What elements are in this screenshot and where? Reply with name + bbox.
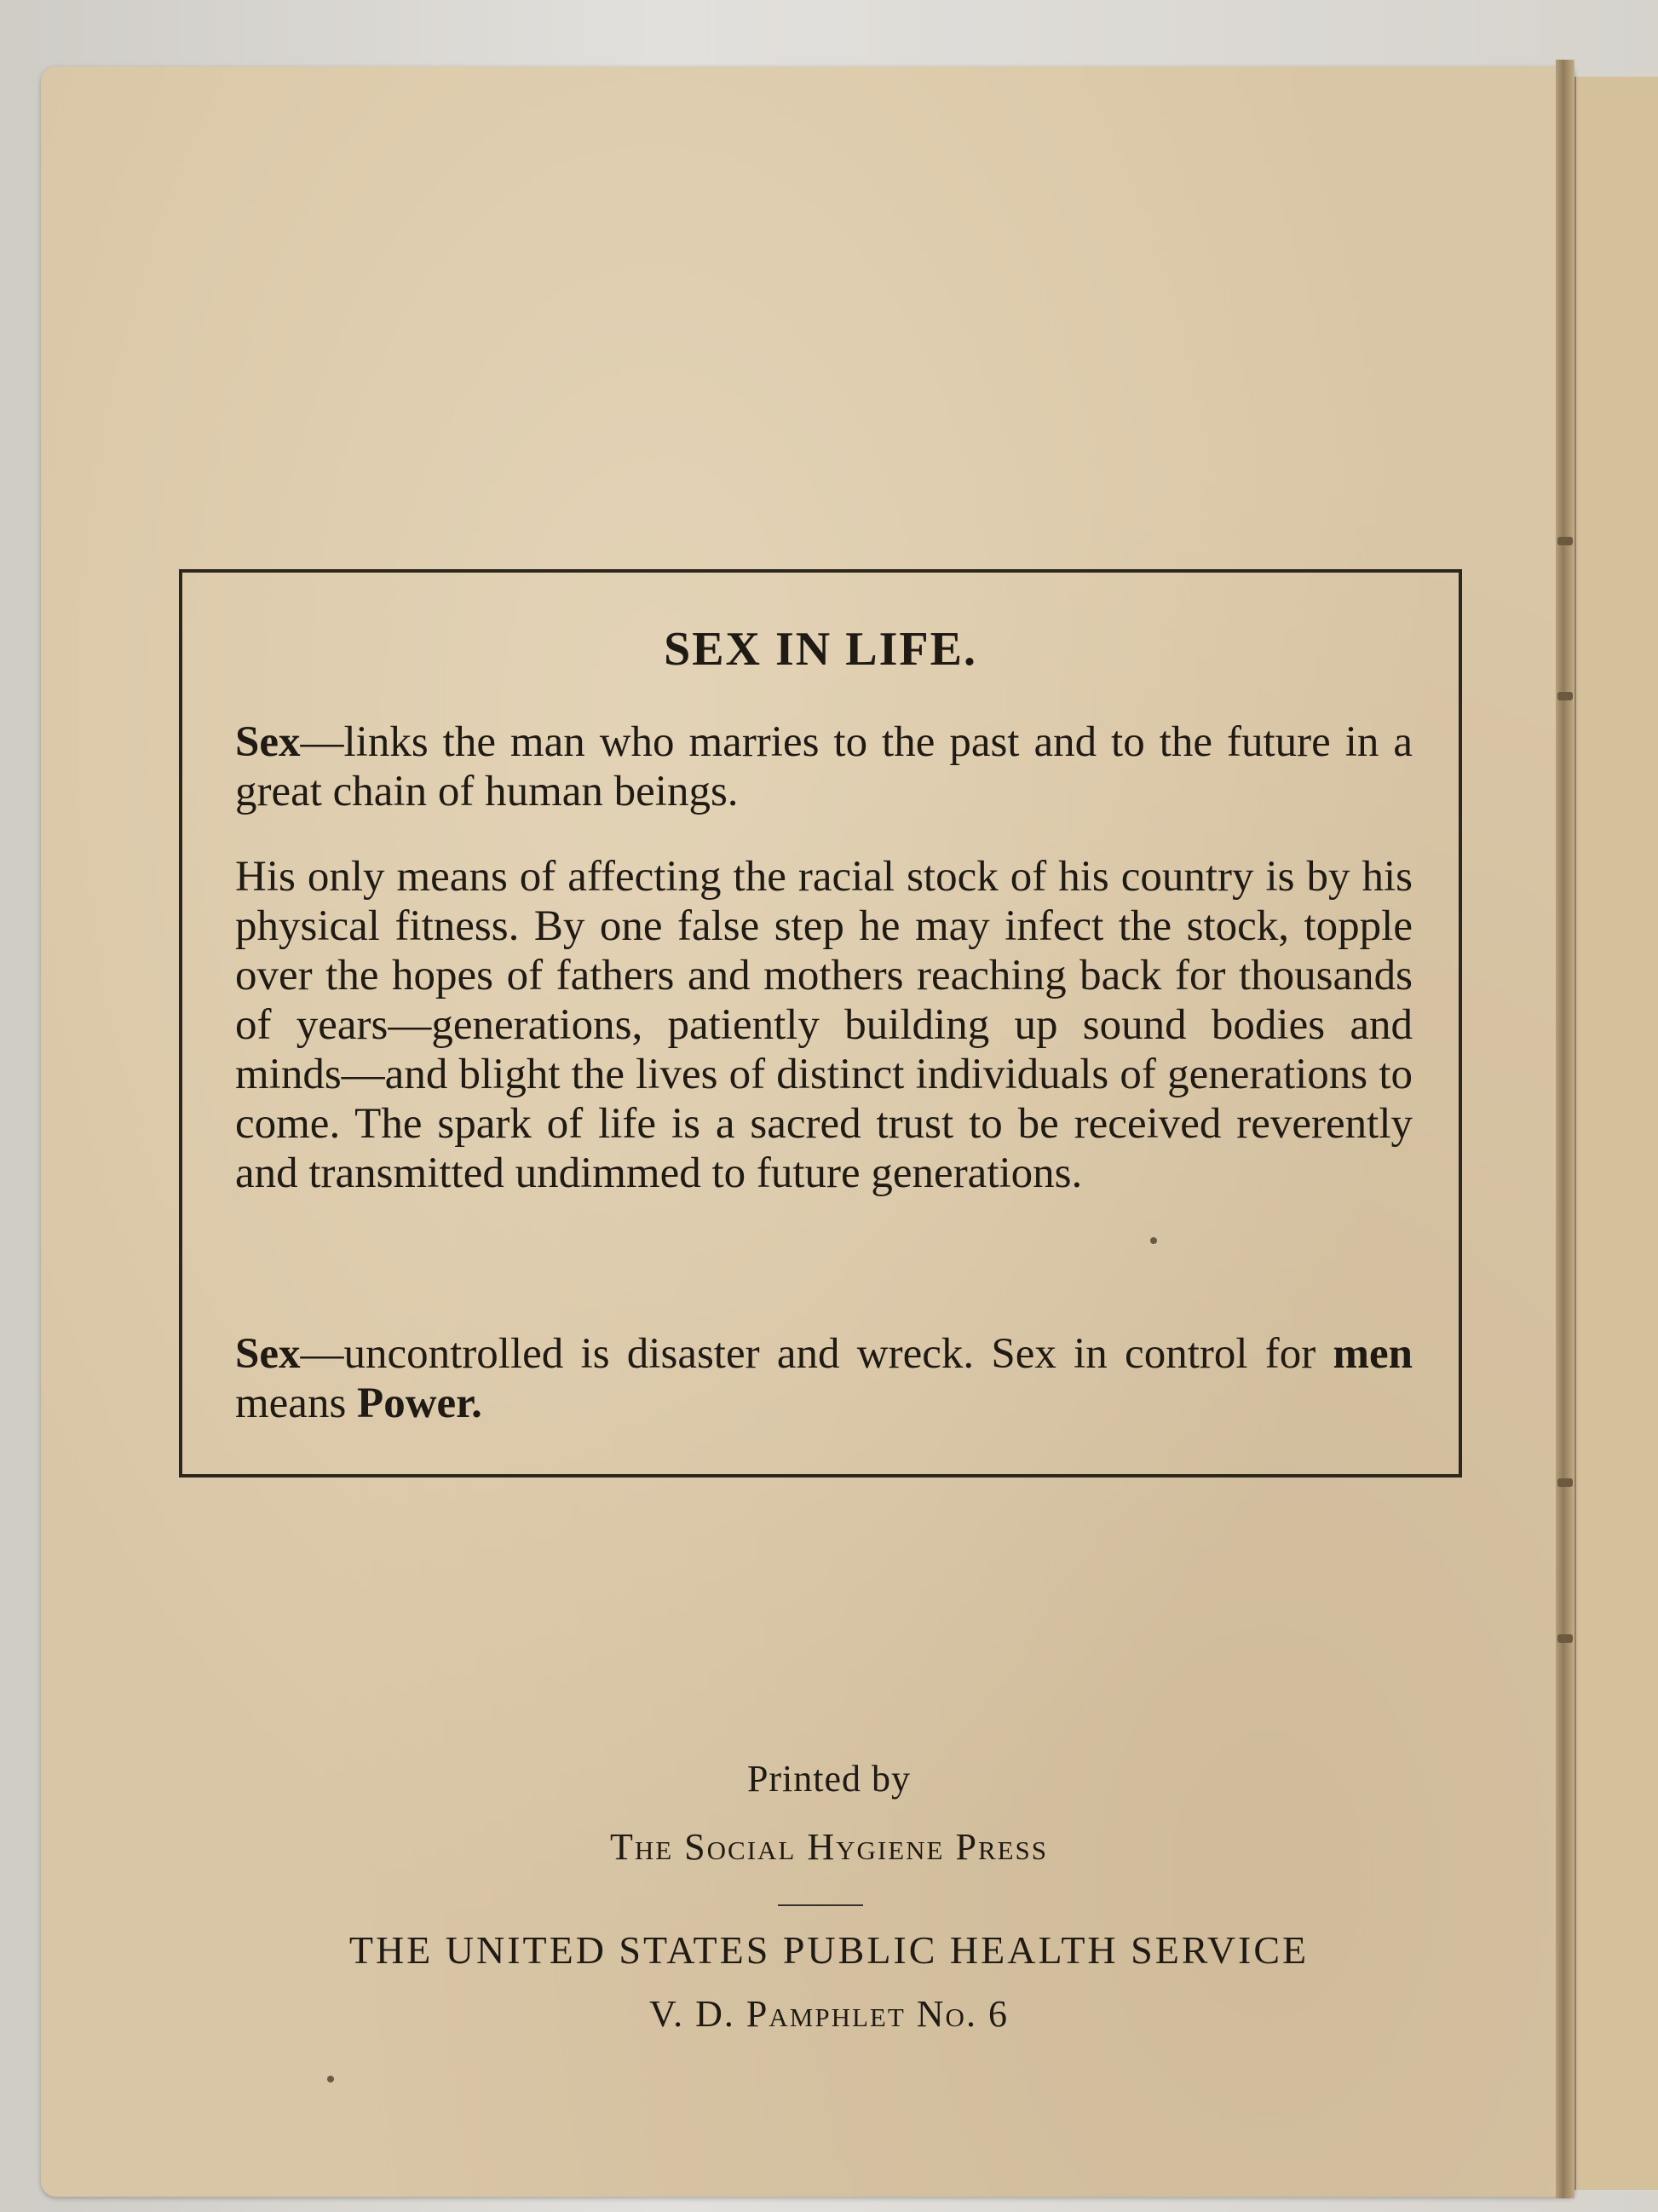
staple [1557,1634,1573,1643]
staple [1557,537,1573,545]
pamphlet-number: V. D. Pamphlet No. 6 [649,1993,1009,2035]
paragraph-1 [235,717,1413,816]
printed-by: Printed by [746,1758,912,1800]
paper-speck [1150,1237,1157,1244]
staple [1557,1478,1573,1487]
binding-gutter [1556,60,1575,2198]
divider [778,1904,863,1906]
paragraph-3-means: means [235,1380,358,1427]
paragraph-1-text: —links the man who marries to the past and to the future in a great chain of human beings. [235,718,1413,815]
next-page-edge [1575,77,1658,2190]
agency: THE UNITED STATES PUBLIC HEALTH SERVICE [348,1928,1310,1972]
paragraph-3-text: —uncontrolled is disaster and wreck. Sex in control for [300,1330,1333,1378]
paragraph-3 [235,1329,1413,1428]
lead-word: Sex [235,1330,301,1378]
box-title: SEX IN LIFE. [664,623,977,676]
emphasis-men: men [1333,1330,1413,1378]
publisher: The Social Hygiene Press [609,1826,1049,1868]
paragraph-2: His only means of affecting the racial stock of his country is by his physical fitness. By one false step he may infect the stock, topple over the hopes of fathers and mothers reaching back for thousands of years—generations, patiently building up sound bodies and minds—and blight the lives of distinct individuals of generations to come. The spark of life is a sacred trust to be received reverently and transmitted undimmed to future generations. [235,853,1413,1197]
emphasis-power: Power. [357,1380,482,1427]
staple [1557,692,1573,700]
framed-text-box [179,569,1462,1478]
paper-speck [327,2076,334,2082]
lead-word: Sex [235,718,301,766]
